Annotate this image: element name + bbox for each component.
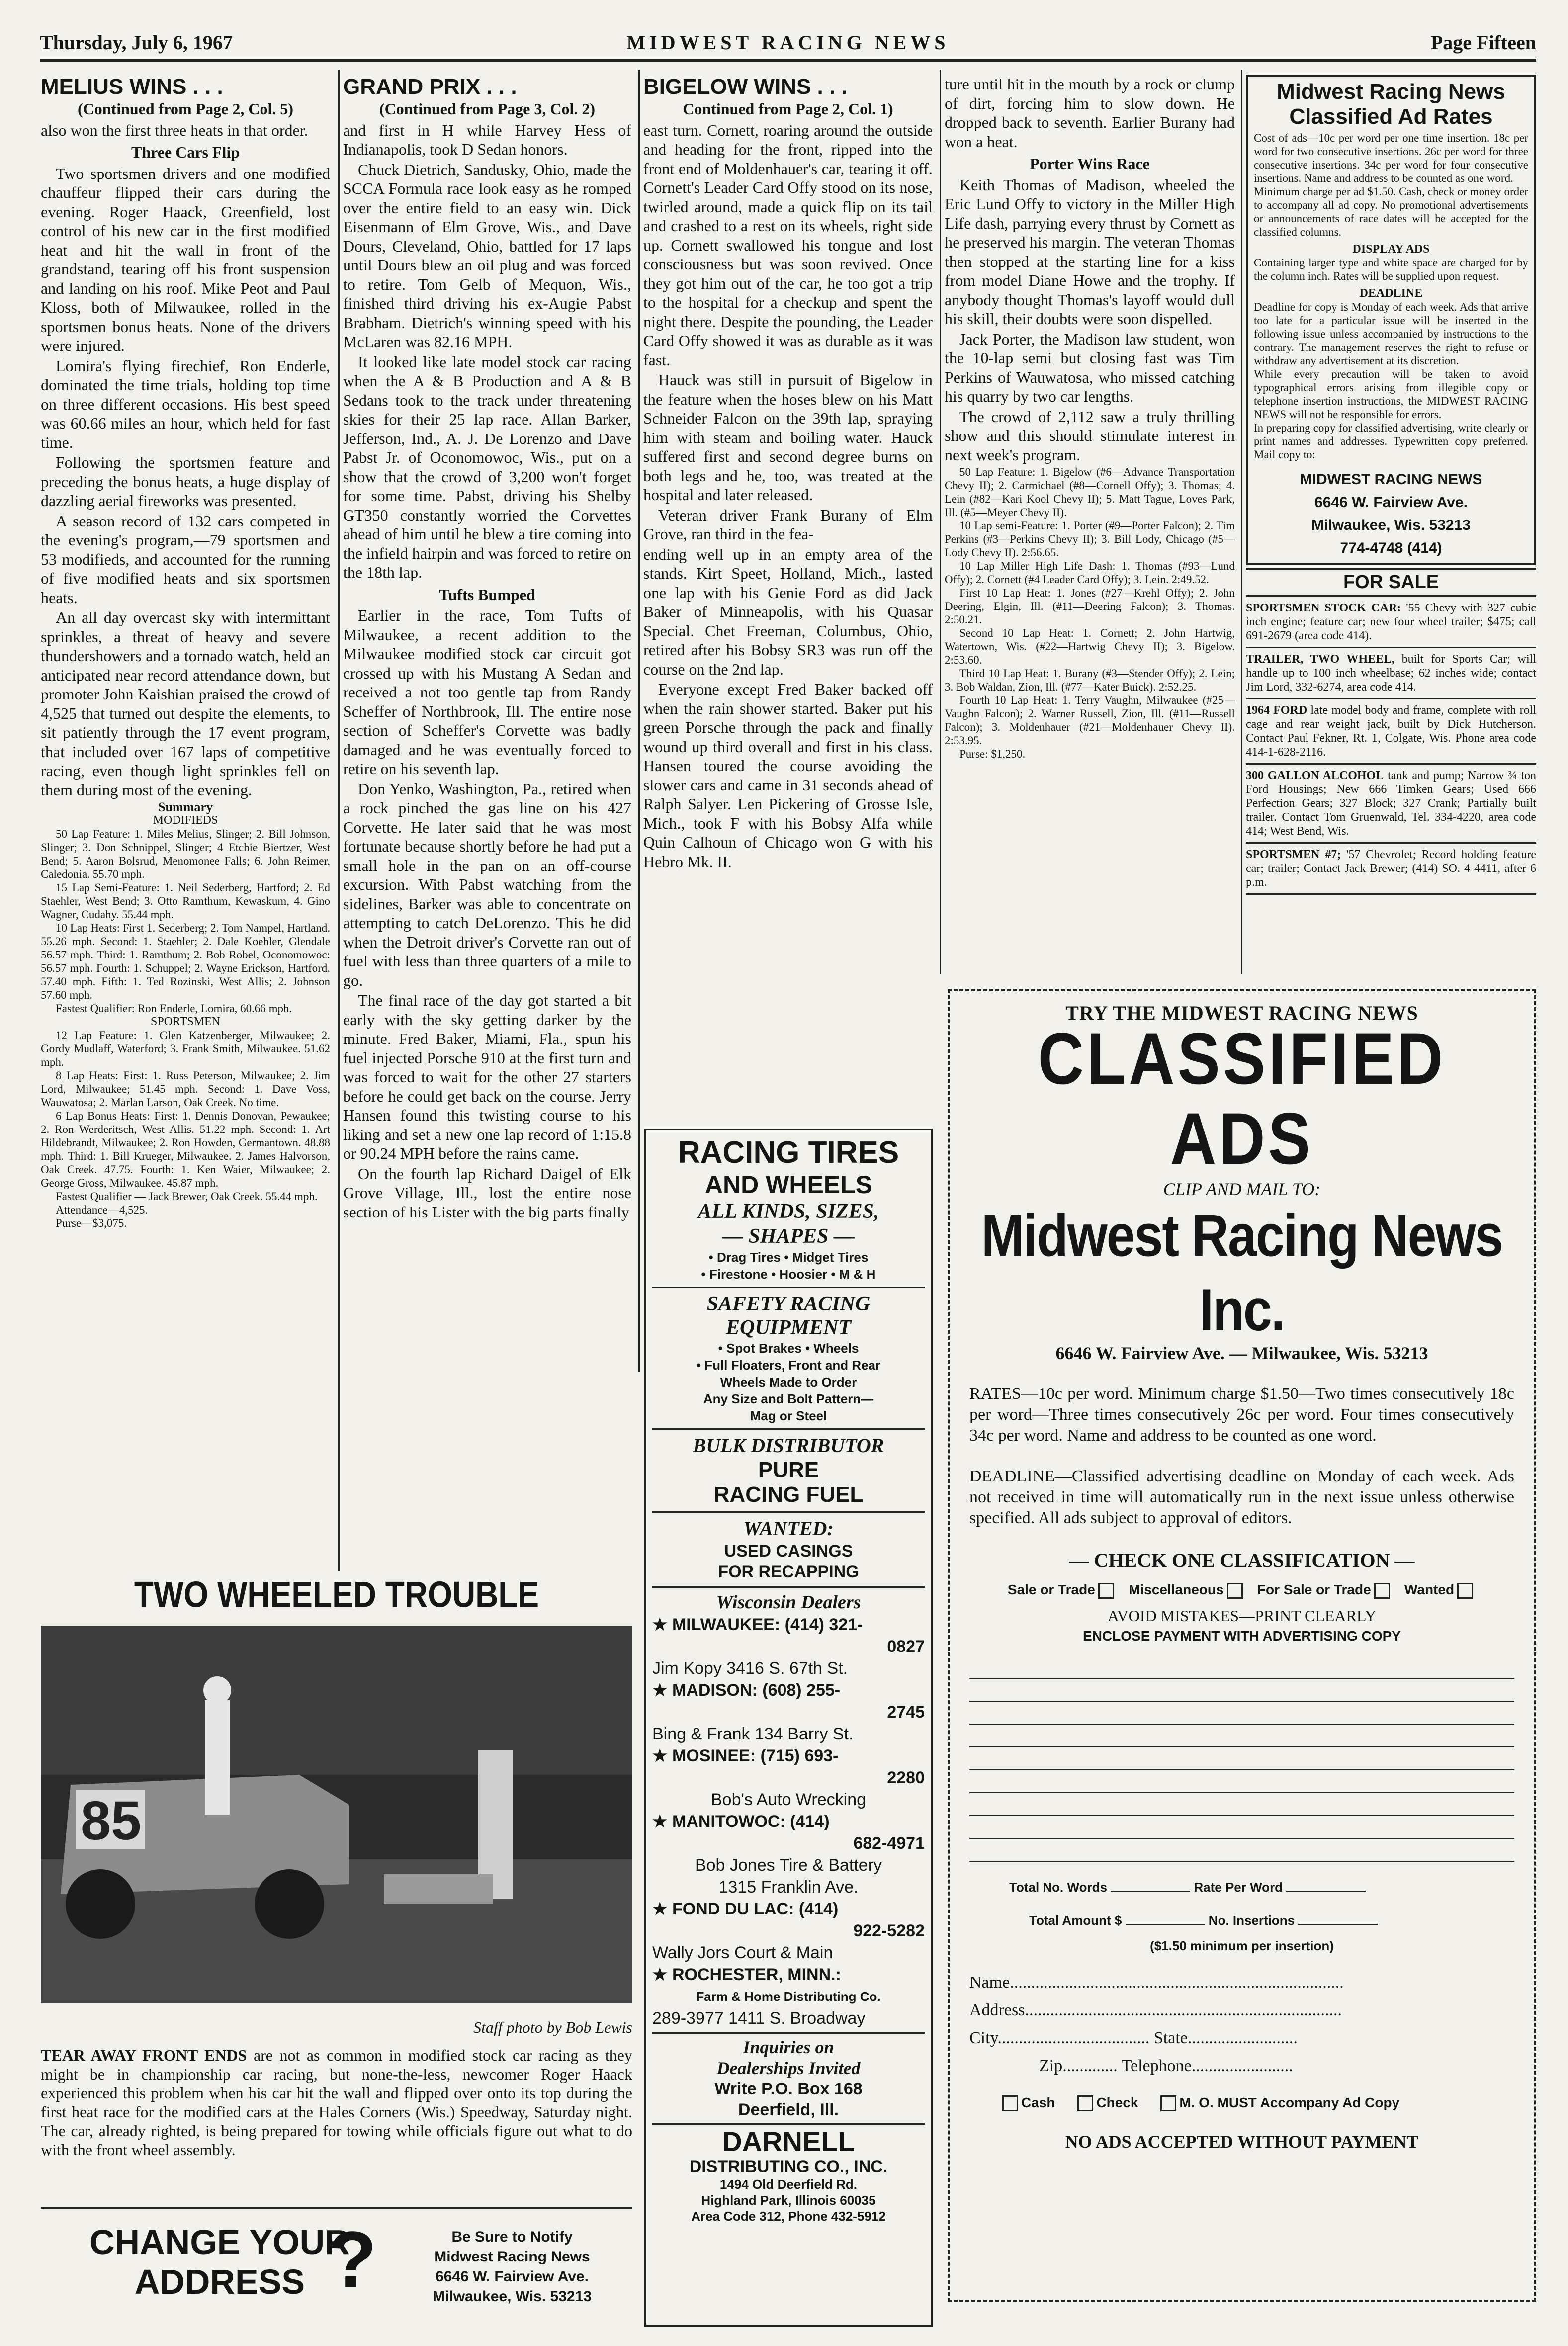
paragraph: It looked like late model stock car racing when the A & B Production and A & B Sedans took to the track under threatening skies for their 25 lap race. Allan Barker, Jefferson, Ind., A. J. De Lorenzo and Dave Pabst Jr. of Oconomowoc, Wis., put on a show that the crowd of 3,200 won't forget for some time. Pabst, driving his Shelby GT350 constantly worried the Corvettes ahead of him until he blew a tire coming into the infield hairpin and was forced to retire on the 18th lap. xyxy=(343,352,631,581)
paragraph: Everyone except Fred Baker backed off when the rain shower started. Baker put his green Porsche through the pack and finally wound up third overall and first in his class. Hansen toured the course avoiding the slower cars and came in 31 seconds ahead of Ralph Salyer. Len Pickering of Grosse Isle, Mich., took F with his Bobsy Alfa while Quin Calhoun of Chicago won G with his Hebro Mk. II. xyxy=(643,680,933,870)
option-label: Miscellaneous xyxy=(1129,1582,1224,1597)
notify-line: Milwaukee, Wis. 53213 xyxy=(433,2288,592,2305)
dealer-city-text: FOND DU LAC: (414) xyxy=(672,1900,839,1918)
ad-line: PURE xyxy=(758,1458,819,1482)
paragraph: Following the sportsmen feature and preceding the bonus heats, a huge display of dazzling aerial fireworks was presented. xyxy=(41,453,330,510)
page-number: Page Fifteen xyxy=(1430,31,1536,54)
ad-line: — SHAPES — xyxy=(722,1225,855,1248)
dealer-name: Bob Jones Tire & Battery xyxy=(695,1856,882,1875)
paper-name: MIDWEST RACING NEWS xyxy=(626,31,950,54)
paragraph: Hauck was still in pursuit of Bigelow in the feature when the hoses blew on his Matt Schneider Falcon on the 39th lap, spraying him with steam and boiling water. Hauck suffered first and second degree burns on both legs and he, too, was treated at the hospital and later released. xyxy=(643,371,933,504)
dealer-phone: 2280 xyxy=(887,1768,925,1787)
result-line: Attendance—4,525. xyxy=(56,1204,148,1216)
dealers-heading: Wisconsin Dealers xyxy=(716,1592,861,1613)
paragraph: Chuck Dietrich, Sandusky, Ohio, made the SCCA Formula race look easy as he romped over the entire field to an easy win. Dick Eisenmann of Elm Grove, Wis., and Dave Dours, Cleveland, Ohio, battled for 17 laps until Dours blew an oil plug and was forced to retire. Tom Gelb of Mequon, Wis., finished third driving his ex-Augie Pabst Brabham. Dietrich's winning speed with his McLaren was 82.16 MPH. xyxy=(343,160,631,350)
question-mark: ? xyxy=(328,2215,377,2304)
total-words-label: Total No. Words xyxy=(1009,1879,1107,1895)
classified-ad xyxy=(1246,648,1536,699)
ad-line: FOR RECAPPING xyxy=(652,1562,925,1588)
paragraph: Two sportsmen drivers and one modified chauffeur flipped their cars during the evening. Roger Haack, Greenfield, lost control of his new car in the first modified heat and hit the wall in front of the grandstand, tearing off his front suspension and landing on his roof. Mike Peot and Paul Kloss, both of Milwaukee, rolled in the sportsmen bonus heats. None of the drivers were injured. xyxy=(41,164,330,354)
result-line: 50 Lap Feature: 1. Miles Melius, Slinger; 2. Bill Johnson, Slinger; 3. Don Schnippel, Slinger; 4 Etchie Biertzer, West Bend; 5. Aaron Bolsrud, Menomonee Falls; 6. John Reimer, Caledonia. 55.70 mph. xyxy=(41,828,330,880)
ad-text: '55 Chevy with 327 cubic inch engine; feature car; new four wheel trailer; $475; call 691-2679 (area code 414). xyxy=(1246,602,1536,642)
dealer-city: ★ ROCHESTER, MINN.: xyxy=(652,1965,841,1984)
inquiries-box xyxy=(652,2032,925,2120)
ad-title: RACING TIRES xyxy=(678,1135,899,1170)
ad-copy-line[interactable] xyxy=(969,1770,1514,1793)
ad-text: built for Sports Car; will handle up to 100 inch wheelbase; 62 inches wide; contact Jim Lord, 332-6274, area code 414. xyxy=(1246,653,1536,694)
ad-line: AND WHEELS xyxy=(704,1171,872,1199)
address-line: 774-4748 (414) xyxy=(1340,540,1442,556)
story-bigelow-continued xyxy=(945,75,1235,974)
result-line: Purse: $1,250. xyxy=(959,748,1026,760)
for-sale-header xyxy=(1246,568,1536,597)
paragraph: Jack Porter, the Madison law student, won the 10-lap semi but closing fast was Tim Perkins of Wauwatosa, who missed catching his quarry by two car lengths. xyxy=(945,330,1235,405)
photo-feature xyxy=(41,1573,632,2202)
classified-ad xyxy=(1246,844,1536,895)
issue-date: Thursday, July 6, 1967 xyxy=(40,31,233,54)
dealer-city: ★ MOSINEE: (715) 693- xyxy=(652,1746,839,1765)
result-line: Fourth 10 Lap Heat: 1. Terry Vaughn, Milwaukee (#25—Vaughn Falcon); 2. Warner Russell, Zion, Ill. (#11—Russell Falcon); 3. Moldenhauer (#21—Moldenhauer Chevy II). 2:53.95. xyxy=(945,694,1235,747)
photo-illustration xyxy=(41,1626,632,2003)
telephone-label: Telephone xyxy=(1121,2056,1192,2075)
ad-heading: SPORTSMEN #7; xyxy=(1246,848,1341,861)
address-line: Milwaukee, Wis. 53213 xyxy=(1311,517,1471,533)
ad-text: '57 Chevrolet; Record holding feature car; trailer; Contact Jack Brewer; (414) SO. 4-4411, after 6 p.m. xyxy=(1246,848,1536,889)
darnell-box xyxy=(652,2123,925,2224)
story-grand-prix xyxy=(343,75,631,1556)
paragraph: ture until hit in the mouth by a rock or clump of dirt, forcing him to slow down. He dropped back to seventh. Earlier Burany had won a heat. xyxy=(945,75,1235,151)
story-headline: MELIUS WINS . . . xyxy=(41,75,223,99)
paragraph: An all day overcast sky with intermittant sprinkles, a threat of heavy and severe thundershowers and a tornado watch, held an anticipated near record attendance down, but promoter John Kaishian praised the crowd of 4,525 that turned out despite the elements, to sit patiently through the 17 event program, that included over 167 laps of competitive racing, even though light sprinkles fell on them during most of the evening. xyxy=(41,608,330,799)
ad-line: RACING FUEL xyxy=(652,1482,925,1513)
insertions-label: No. Insertions xyxy=(1208,1912,1295,1928)
result-line: 15 Lap Semi-Feature: 1. Neil Sederberg, Hartford; 2. Ed Staehler, West Bend; 3. Otto Ramthum, Kewaskum, 4. Gino Wagner, Cudahy. 55.44 mph. xyxy=(41,881,330,921)
ad-line: • Full Floaters, Front and Rear xyxy=(696,1358,881,1373)
photo-credit: Staff photo by Bob Lewis xyxy=(473,2018,632,2036)
for-sale-listings xyxy=(1246,597,1536,895)
ad-text: late model body and frame, complete with roll cage and rear weight jack, built by Dick Hutcherson. Contact Paul Fekner, Rt. 1, Colgate, Wis. Phone area code 414-1-628-2116. xyxy=(1246,704,1536,759)
caption-text: are not as common in modified stock car racing as they might be in championship car racing, but none-the-less, newcomer Roger Haack experienced this problem when his car hit the wall and flipped over onto its top during the first heat race for the modified cars at the Hales Corners (Wis.) Speedway, Saturday night. The car, already righted, is being prepared for towing while officials figure out what to do with the front wheel assembly. xyxy=(41,2046,632,2159)
rates-text: Containing larger type and white space are charged for by the column inch. Rates will be supplied upon request. xyxy=(1254,257,1528,282)
ad-line: Deerfield, Ill. xyxy=(738,2100,839,2119)
column-divider xyxy=(338,70,340,1571)
subhead: Porter Wins Race xyxy=(1030,155,1150,173)
ad-copy-line[interactable] xyxy=(969,1679,1514,1702)
caption-lead: TEAR AWAY FRONT ENDS xyxy=(41,2046,247,2064)
notify-line: Be Sure to Notify xyxy=(451,2229,573,2245)
column-divider xyxy=(638,70,640,1372)
total-amount-field[interactable] xyxy=(1126,1924,1205,1925)
story-bigelow-wins xyxy=(643,75,933,1089)
paragraph: and first in H while Harvey Hess of Indianapolis, took D Sedan honors. xyxy=(343,121,631,158)
company-address: 6646 W. Fairview Ave. — Milwaukee, Wis. 53213 xyxy=(1055,1343,1428,1363)
ad-line: Area Code 312, Phone 432-5912 xyxy=(691,2209,886,2224)
paragraph: Earlier in the race, Tom Tufts of Milwaukee, a recent addition to the Milwaukee modified stock car circuit got crossed up with his Mustang A Sedan and received a not too gentle tap from Randy Scheffer of Northbrook, Ill. The entire nose section of Scheffer's Corvette was badly damaged and he was eventually forced to retire on his seventh lap. xyxy=(343,607,631,778)
mail-address xyxy=(1254,468,1528,560)
classification-options xyxy=(969,1582,1514,1599)
ad-line: Mag or Steel xyxy=(652,1407,925,1430)
ad-line: Dealerships Invited xyxy=(716,2058,861,2078)
notify-text xyxy=(408,2227,616,2307)
zip-tel-row[interactable]: Zip............. Telephone........................ xyxy=(1039,2056,1293,2075)
ad-line: • Firestone • Hoosier • M & H xyxy=(652,1266,925,1288)
race-summary xyxy=(41,800,330,1230)
total-words-field[interactable] xyxy=(1111,1891,1190,1892)
ad-line: • Drag Tires • Midget Tires xyxy=(708,1250,869,1265)
page-header xyxy=(40,31,1536,55)
ad-line: ALL KINDS, SIZES, xyxy=(697,1200,879,1223)
photo-caption xyxy=(41,2046,632,2200)
result-line: Second 10 Lap Heat: 1. Cornett; 2. John Hartwig, Watertown, Wis. (#22—Hartwig Chevy II); 3. Bigelow. 2:53.60. xyxy=(945,627,1235,666)
classified-coupon xyxy=(948,989,1536,2302)
paragraph: On the fourth lap Richard Daigel of Elk Grove Village, Ill., lost the entire nose section of his Lister with the big parts finally xyxy=(343,1164,631,1221)
ad-copy-line[interactable] xyxy=(969,1656,1514,1679)
ad-line: BULK DISTRIBUTOR xyxy=(693,1434,884,1457)
dealer-name: Bing & Frank 134 Barry St. xyxy=(652,1725,854,1743)
check-label: Check xyxy=(1096,2094,1138,2110)
dealer-name: Jim Kopy 3416 S. 67th St. xyxy=(652,1659,848,1678)
avoid-mistakes: AVOID MISTAKES—PRINT CLEARLY xyxy=(1107,1606,1377,1625)
paragraph: Don Yenko, Washington, Pa., retired when a rock pinched the gas line on his 427 Corvette. He later said that he was most fortunate because shortly before he had put a small hole in the pan on an off-course excursion. With Pabst watching from the sidelines, Barker was able to concentrate on attempting to catch DeLorenzo. This he did when the Detroit driver's Corvette ran out of fuel with less than three quarters of a mile to go. xyxy=(343,780,631,989)
dealer-city: ★ MANITOWOC: (414) xyxy=(652,1812,830,1831)
cash-label: Cash xyxy=(1021,2094,1055,2110)
paragraph: The final race of the day got started a bit early with the sky getting darker by the minute. Fred Baker, Miami, Fla., spun his fuel injected Porsche 910 at the first turn and was forced to wait for the other 27 starters before he could get back on the course. Jerry Hansen found this twisting course to his liking and set a new one lap record of 1:15.8 or 90.24 MPH before the rains came. xyxy=(343,991,631,1162)
payment-row xyxy=(969,2095,1514,2112)
dealer-city: ★ FOND DU LAC: (414) xyxy=(652,1900,839,1918)
ad-line: Write P.O. Box 168 xyxy=(714,2080,863,2098)
insertions-field[interactable] xyxy=(1298,1924,1378,1925)
no-ads-note: NO ADS ACCEPTED WITHOUT PAYMENT xyxy=(1065,2132,1419,2152)
racing-tires-ad xyxy=(644,1129,933,2327)
rates-text: Minimum charge per ad $1.50. Cash, check or money order to accompany all ad copy. No promotional advertisements or announcements of race dates will be accepted for the classified columns. xyxy=(1254,185,1528,238)
continued-line: Continued from Page 2, Col. 1) xyxy=(683,100,893,118)
ad-copy-lines[interactable] xyxy=(969,1656,1514,1862)
result-line: 12 Lap Feature: 1. Glen Katzenberger, Milwaukee; 2. Gordy Mudlaff, Waterford; 3. Frank Smith, Milwaukee. 51.62 mph. xyxy=(41,1029,330,1068)
race-results xyxy=(945,465,1235,761)
column-divider xyxy=(940,70,941,974)
ad-heading: SPORTSMEN STOCK CAR: xyxy=(1246,602,1401,614)
classified-rates-box xyxy=(1246,75,1536,565)
dealer-city: ★ MILWAUKEE: (414) 321- xyxy=(652,1615,863,1634)
company-name: Midwest Racing News Inc. xyxy=(981,1203,1503,1344)
ad-line: SAFETY RACING xyxy=(706,1293,871,1315)
rates-text: In preparing copy for classified advertising, write clearly or print names and addresses. Typewritten copy preferred. Mail copy to: xyxy=(1254,422,1528,461)
dealer-phone: 289-3977 1411 S. Broadway xyxy=(652,2009,866,2028)
checkbox-check[interactable] xyxy=(1077,2095,1093,2111)
paragraph: ending well up in an empty area of the stands. Kirt Speet, Holland, Mich., lasted one lap with his Genie Ford as did Jack Baker of Minneapolis, with his Quasar Special. Chet Freeman, Columbus, Ohio, retired after his Bobsy SR3 was run off the course on the 2nd lap. xyxy=(643,545,933,678)
story-melius-wins xyxy=(41,75,330,1566)
subhead: Tufts Bumped xyxy=(439,585,535,604)
zip-label: Zip xyxy=(1039,2056,1063,2075)
name-label: Name xyxy=(969,1973,1010,1992)
ad-line: Any Size and Bolt Pattern— xyxy=(703,1391,874,1406)
rates-subtitle: Classified Ad Rates xyxy=(1289,104,1493,129)
dealer-phone: 682-4971 xyxy=(853,1834,925,1853)
option-label: Sale or Trade xyxy=(1007,1582,1095,1597)
dealer-phone: 922-5282 xyxy=(853,1921,925,1940)
paragraph: Veteran driver Frank Burany of Elm Grove, ran third in the fea- xyxy=(643,506,933,543)
dealer-street: 1315 Franklin Ave. xyxy=(718,1878,859,1897)
ad-copy-line[interactable] xyxy=(969,1816,1514,1839)
words-rate-row xyxy=(969,1880,1514,1895)
rate-per-word-field[interactable] xyxy=(1286,1891,1366,1892)
summary-class: MODIFIEDS xyxy=(153,814,218,827)
change-address-ad xyxy=(50,2217,631,2332)
dealer-list xyxy=(652,1614,925,2029)
subhead: Three Cars Flip xyxy=(131,143,240,161)
ad-line: EQUIPMENT xyxy=(725,1316,852,1339)
dealer-phone: 0827 xyxy=(887,1637,925,1656)
coupon-deadline: DEADLINE—Classified advertising deadline on Monday of each week. Ads not received in time will automatically run in the next issue unless otherwise specified. All ads subject to approval of editors. xyxy=(969,1467,1514,1527)
checkbox-cash[interactable] xyxy=(1002,2095,1018,2111)
continued-line: (Continued from Page 3, Col. 2) xyxy=(379,100,596,118)
story-headline: GRAND PRIX . . . xyxy=(343,75,517,99)
change-address-title xyxy=(89,2222,350,2302)
result-line: First 10 Lap Heat: 1. Jones (#27—Krehl Offy); 2. John Deering, Elgin, Ill. (#11—Deering Falcon); 3. Thomas. 2:50.21. xyxy=(945,587,1235,626)
dealer-phone: 2745 xyxy=(887,1703,925,1722)
paragraph: Keith Thomas of Madison, wheeled the Eric Lund Offy to victory in the Miller High Life dash, parrying every thrust by Cornett as he preserved his margin. The veteran Thomas then stopped at the starting line for a kiss from model Diane Howe and the trophy. If anybody thought Thomas's layoff would dull his skill, their doubts were soon dispelled. xyxy=(945,175,1235,328)
column-divider xyxy=(1241,70,1242,974)
dealer-city-text: MOSINEE: (715) 693- xyxy=(672,1746,839,1765)
ad-line: Wheels Made to Order xyxy=(720,1375,857,1390)
dealer-name: Bob's Auto Wrecking xyxy=(710,1790,867,1809)
result-line: 6 Lap Bonus Heats: First: 1. Dennis Donovan, Pewaukee; 2. Ron Werderitsch, West Allis. 51.22 mph. Second: 1. Art Hildebrandt, Milwaukee; 2. Ron Howden, Germantown. 48.88 mph. Third: 1. Bill Krueger, Milwaukee. 2. James Halvorson, Oak Creek. 47.75. Fourth: 1. Ken Waier, Milwaukee; 2. George Gross, Milwaukee. 45.87 mph. xyxy=(41,1110,330,1189)
check-heading: — CHECK ONE CLASSIFICATION — xyxy=(1069,1549,1415,1571)
classified-column xyxy=(1246,75,1536,974)
rates-text: Cost of ads—10c per word per one time insertion. 18c per word for two consecutive insertions. 26c per word for three consecutive insertions. 34c per word for four consecutive insertions. Name and address to be counted as one word. xyxy=(1254,132,1528,184)
result-line: 10 Lap semi-Feature: 1. Porter (#9—Porter Falcon); 2. Tim Perkins (#3—Perkins Chevy II); 3. Bill Lody, Chicago (#5—Lody Chevy II). 2:56.65. xyxy=(945,520,1235,559)
checkbox-money-order[interactable] xyxy=(1160,2095,1176,2111)
paragraph: The crowd of 2,112 saw a truly thrilling show and this should stimulate interest in next week's program. xyxy=(945,407,1235,464)
rates-text: While every precaution will be taken to avoid typographical errors arising from illegible copy or telephone insertion instructions, the MIDWEST RACING NEWS will not be responsible for errors. xyxy=(1254,368,1528,421)
coupon-title: CLASSIFIED ADS xyxy=(1038,1018,1446,1180)
ad-line: DISTRIBUTING CO., INC. xyxy=(689,2157,888,2176)
ad-line: Inquiries on xyxy=(743,2037,834,2057)
ad-heading: TRAILER, TWO WHEEL, xyxy=(1246,653,1395,666)
ad-copy-line[interactable] xyxy=(969,1702,1514,1725)
dealer-city-text: MADISON: (608) 255- xyxy=(672,1681,841,1700)
paragraph: A season record of 132 cars competed in the evening's program,—79 sportsmen and 53 modifieds, and accounted for the running of five modified heats and six sportsmen heats. xyxy=(41,512,330,607)
ad-line: Highland Park, Illinois 60035 xyxy=(701,2193,876,2208)
address-line: 6646 W. Fairview Ave. xyxy=(1314,494,1468,511)
rates-heading: DISPLAY ADS xyxy=(1352,243,1430,256)
change-line: ADDRESS xyxy=(134,2262,305,2301)
ad-copy-line[interactable] xyxy=(969,1839,1514,1862)
checkbox-miscellaneous[interactable] xyxy=(1227,1583,1243,1599)
classified-ad xyxy=(1246,765,1536,844)
dealer-city-text: MANITOWOC: (414) xyxy=(672,1812,830,1831)
rate-per-word-label: Rate Per Word xyxy=(1194,1879,1283,1895)
ad-copy-line[interactable] xyxy=(969,1793,1514,1816)
dealer-city-text: MILWAUKEE: (414) 321- xyxy=(672,1615,863,1634)
money-order-label: M. O. MUST Accompany Ad Copy xyxy=(1179,2094,1400,2110)
ad-heading: 1964 FORD xyxy=(1246,704,1307,717)
result-line: 10 Lap Miller High Life Dash: 1. Thomas (#93—Lund Offy); 2. Cornett (#4 Leader Card Offy); 3. Lein. 2:49.52. xyxy=(945,560,1235,586)
result-line: Fastest Qualifier: Ron Enderle, Lomira, 60.66 mph. xyxy=(56,1002,292,1015)
checkbox-for-sale-or-trade[interactable] xyxy=(1374,1583,1390,1599)
ad-copy-line[interactable] xyxy=(969,1725,1514,1747)
continued-line: (Continued from Page 2, Col. 5) xyxy=(77,100,294,118)
total-amount-label: Total Amount $ xyxy=(1029,1912,1122,1928)
result-line: Fastest Qualifier — Jack Brewer, Oak Creek. 55.44 mph. xyxy=(56,1190,318,1203)
distributor-name: DARNELL xyxy=(722,2126,855,2157)
paragraph: east turn. Cornett, roaring around the outside and heading for the front, ripped into the front end of Moldenhauer's car, tearing it off. Cornett's Leader Card Offy stood on its nose, twirled around, made a quick flip on its tail and crashed to a rest on its wheels, right side up. Cornett swallowed his tongue and lost consciousness but was soon revived. Once they got him out of the car, he too got a trip to the hospital for a checkup and spent the night there. Despite the pounding, the Leader Card Offy showed it was as durable as it was fast. xyxy=(643,121,933,369)
notify-line: 6646 W. Fairview Ave. xyxy=(436,2268,589,2285)
car-number: 85 xyxy=(81,1790,142,1851)
notify-line: Midwest Racing News xyxy=(434,2249,590,2265)
ad-line: USED CASINGS xyxy=(724,1542,853,1561)
ad-line: 1494 Old Deerfield Rd. xyxy=(720,2177,857,2192)
rates-title: Midwest Racing News xyxy=(1277,80,1505,104)
minimum-note: ($1.50 minimum per insertion) xyxy=(1150,1938,1334,1953)
paragraph: Lomira's flying firechief, Ron Enderle, dominated the time trials, holding top time on three different occasions. His best speed was 60.66 miles an hour, which held for fast time. xyxy=(41,356,330,451)
dealer-city-text: ROCHESTER, MINN.: xyxy=(672,1965,841,1984)
ad-line: • Spot Brakes • Wheels xyxy=(718,1341,859,1356)
result-line: 50 Lap Feature: 1. Bigelow (#6—Advance Transportation Chevy II); 2. Carmichael (#8—Cornell Offy); 3. Thomas; 4. Lein (#82—Kari Kool Chevy II); 5. Matt Tague, Loves Park, Ill. (#5—Meyer Chevy II). xyxy=(945,466,1235,519)
checkbox-sale-or-trade[interactable] xyxy=(1098,1583,1114,1599)
option-label: For Sale or Trade xyxy=(1257,1582,1371,1597)
name-row[interactable]: Name............................................................................... xyxy=(969,1973,1344,1992)
ad-text: tank and pump; Narrow ¾ ton Ford Housings; New 666 Timken Gears; Used 666 Perfection Gears; 327 Block; 327 Crank; Partially built trailer. Contact Tom Gruenwald, Tel. 334-4220, area code 414; West Bend, Wis. xyxy=(1246,769,1536,838)
clip-line: CLIP AND MAIL TO: xyxy=(1163,1179,1321,1199)
address-label: Address xyxy=(969,2000,1025,2019)
address-line: MIDWEST RACING NEWS xyxy=(1300,471,1482,488)
summary-class: SPORTSMEN xyxy=(151,1015,220,1028)
classified-ad xyxy=(1246,597,1536,648)
classified-ad xyxy=(1246,699,1536,765)
for-sale-title: FOR SALE xyxy=(1343,572,1439,593)
divider xyxy=(41,2207,632,2209)
enclose-payment: ENCLOSE PAYMENT WITH ADVERTISING COPY xyxy=(1083,1628,1401,1644)
dealer-name: Wally Jors Court & Main xyxy=(652,1943,833,1962)
result-line: Third 10 Lap Heat: 1. Burany (#3—Stender Offy); 2. Lein; 3. Bob Waldan, Zion, Ill. (#77—Kater Buick). 2:52.25. xyxy=(945,667,1235,693)
city-label: City xyxy=(969,2028,998,2047)
coupon-kicker: TRY THE MIDWEST RACING NEWS xyxy=(1065,1002,1418,1024)
ad-line: WANTED: xyxy=(743,1517,834,1540)
paragraph: also won the first three heats in that order. xyxy=(41,121,308,139)
story-headline: BIGELOW WINS . . . xyxy=(643,75,848,99)
ad-copy-line[interactable] xyxy=(969,1747,1514,1770)
change-line: CHANGE YOUR xyxy=(89,2223,350,2261)
result-line: 10 Lap Heats: First 1. Sederberg; 2. Tom Nampel, Hartland. 55.26 mph. Second: 1. Staehler; 2. Dale Koehler, Glendale 56.57 mph. Third: 1. Ramthum; 2. Bob Robel, Oconomowoc: 56.57 mph. Fourth: 1. Schuppel; 2. Wayne Erickson, Hartford. 57.40 mph. Fifth: 1. Ted Rozinski, West Allis; 2. Johnson 57.60 mph. xyxy=(41,922,330,1001)
dealer-city: ★ MADISON: (608) 255- xyxy=(652,1681,841,1700)
ad-heading: 300 GALLON ALCOHOL xyxy=(1246,769,1384,782)
result-line: Purse—$3,075. xyxy=(56,1217,127,1229)
state-label: State xyxy=(1153,2028,1188,2047)
checkbox-wanted[interactable] xyxy=(1457,1583,1473,1599)
contact-fields xyxy=(969,1969,1514,2080)
city-state-row[interactable]: City.................................... State.......................... xyxy=(969,2028,1298,2047)
amount-row xyxy=(969,1913,1514,1928)
rates-text: Deadline for copy is Monday of each week. Ads that arrive too late for a particular issue will be inserted in the following issue unless accompanied by instructions to the contrary. The management reserves the right to refuse or withdraw any advertisement at its discretion. xyxy=(1254,301,1528,367)
summary-heading: Summary xyxy=(158,800,213,814)
dealer-name: Farm & Home Distributing Co. xyxy=(696,1989,881,2004)
header-rule xyxy=(40,59,1536,62)
result-line: 8 Lap Heats: First: 1. Russ Peterson, Milwaukee; 2. Jim Lord, Milwaukee; 51.45 mph. Second: 1. Dave Voss, Wauwatosa; 2. Marlan Larson, Oak Creek. No time. xyxy=(41,1069,330,1109)
coupon-rates: RATES—10c per word. Minimum charge $1.50—Two times consecutively 18c per word—Three times consecutively 26c per word. Four times consecutively 34c per word. Name and address to be counted as one word. xyxy=(969,1385,1514,1445)
address-row[interactable]: Address........................................................................... xyxy=(969,2000,1342,2019)
race-car-photo xyxy=(41,1626,632,2003)
option-label: Wanted xyxy=(1404,1582,1455,1597)
photo-headline: TWO WHEELED TROUBLE xyxy=(134,1573,539,1615)
rates-heading: DEADLINE xyxy=(1359,287,1423,300)
